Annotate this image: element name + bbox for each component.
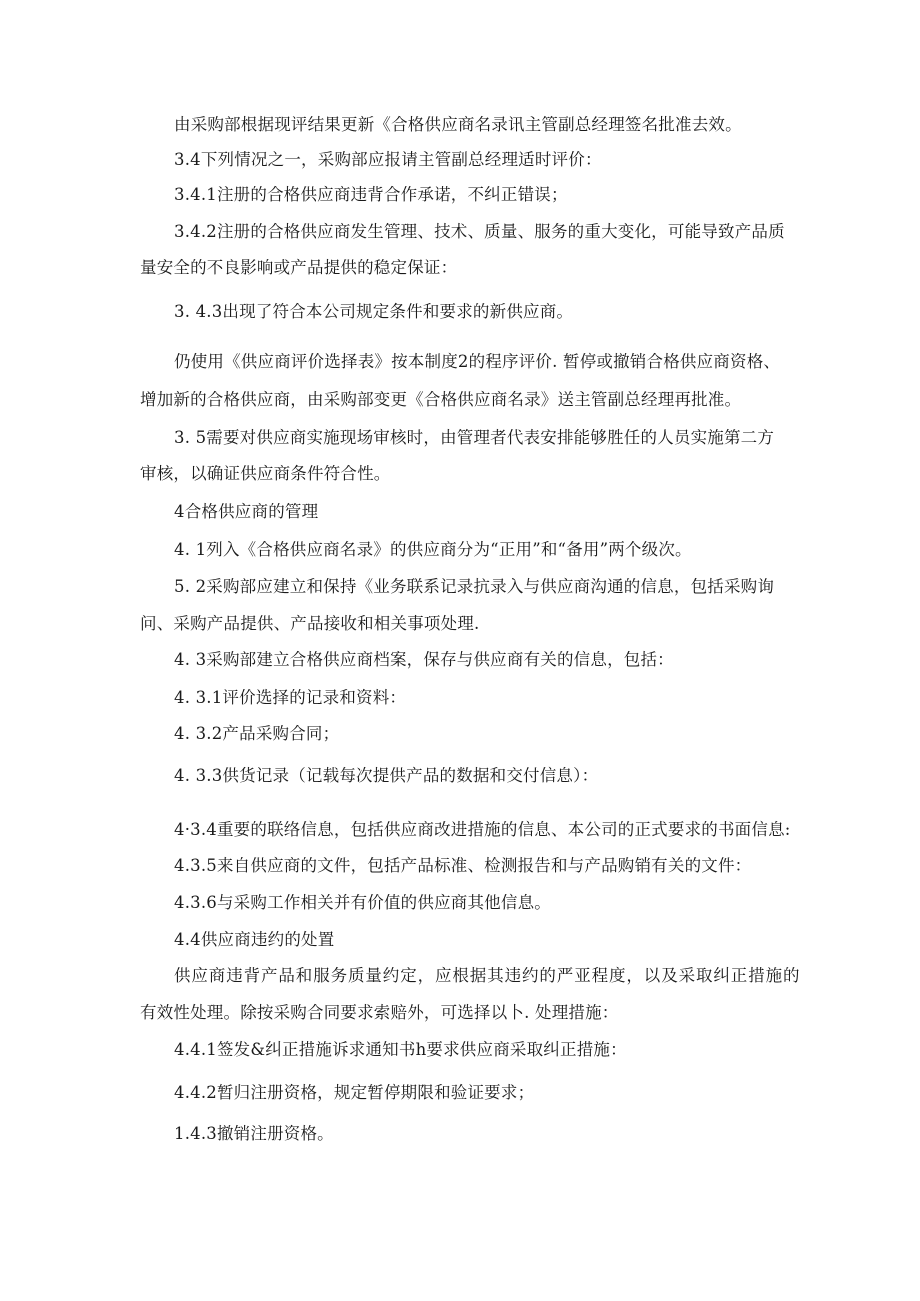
text-line: 3.4下列情况之一，采购部应报请主管副总经理适时评价： (174, 150, 602, 169)
text-line: 有效性处理。除按采购合同要求索赔外，可选择以卜. 处理措施： (140, 1003, 619, 1022)
text-line: 量安全的不良影响或产品提供的稳定保证： (140, 258, 458, 277)
text-line: 4. 3采购部建立合格供应商档案，保存与供应商有关的信息，包括： (174, 650, 674, 669)
text-line: 4. 1列入《合格供应商名录》的供应商分为“正用”和“备用”两个级次。 (174, 540, 692, 559)
text-line: 供应商违背产品和服务质量约定，应根据其违约的严亚程度，以及采取纠正措施的 (174, 966, 801, 985)
text-line: 1.4.3撤销注册资格。 (174, 1124, 334, 1143)
text-line: 问、采购产品提供、产品接收和相关事项处理. (140, 614, 480, 633)
text-line: 3.4.1注册的合格供应商违背合作承诺，不纠正错误； (174, 185, 568, 204)
text-line: 由采购部根据现评结果更新《合格供应商名录讯主管副总经理签名批准去效。 (174, 115, 742, 134)
text-line: 仍使用《供应商评价选择表》按本制度2的程序评价. 暂停或撤销合格供应商资格、 (174, 352, 781, 371)
text-line: 4.3.5来自供应商的文件，包括产品标准、检测报告和与产品购销有关的文件： (174, 856, 752, 875)
text-line: 4.4供应商违约的处置 (174, 930, 335, 949)
text-line: 4. 3.3供货记录（记载每次提供产品的数据和交付信息）： (174, 766, 599, 785)
text-line: 3. 5需要对供应商实施现场审核时，由管理者代表安排能够胜任的人员实施第二方 (174, 428, 775, 447)
text-line: 4.4.1签发&纠正措施诉求通知书h要求供应商采取纠正措施： (174, 1040, 627, 1059)
text-line: 3.4.2注册的合格供应商发生管理、技术、质量、服务的重大变化，可能导致产品质 (174, 222, 785, 241)
text-line: 4合格供应商的管理 (174, 502, 319, 521)
text-line: 审核，以确证供应商条件符合性。 (140, 464, 391, 483)
text-line: 4.4.2暂归注册资格，规定暂停期限和验证要求； (174, 1083, 535, 1102)
text-line: 4·3.4重要的联络信息，包括供应商改进措施的信息、本公司的正式要求的书面信息: (174, 820, 791, 839)
text-line: 4.3.6与采购工作相关并有价值的供应商其他信息。 (174, 893, 551, 912)
text-line: 4. 3.1评价选择的记录和资料： (174, 688, 407, 707)
text-line: 增加新的合格供应商，由采购部变更《合格供应商名录》送主管副总经理再批准。 (140, 390, 742, 409)
text-line: 4. 3.2产品采购合同； (174, 724, 340, 743)
text-line: 3. 4.3出现了符合本公司规定条件和要求的新供应商。 (174, 302, 574, 321)
text-line: 5. 2采购部应建立和保持《业务联系记录抗录入与供应商沟通的信息，包括采购询 (174, 577, 775, 596)
